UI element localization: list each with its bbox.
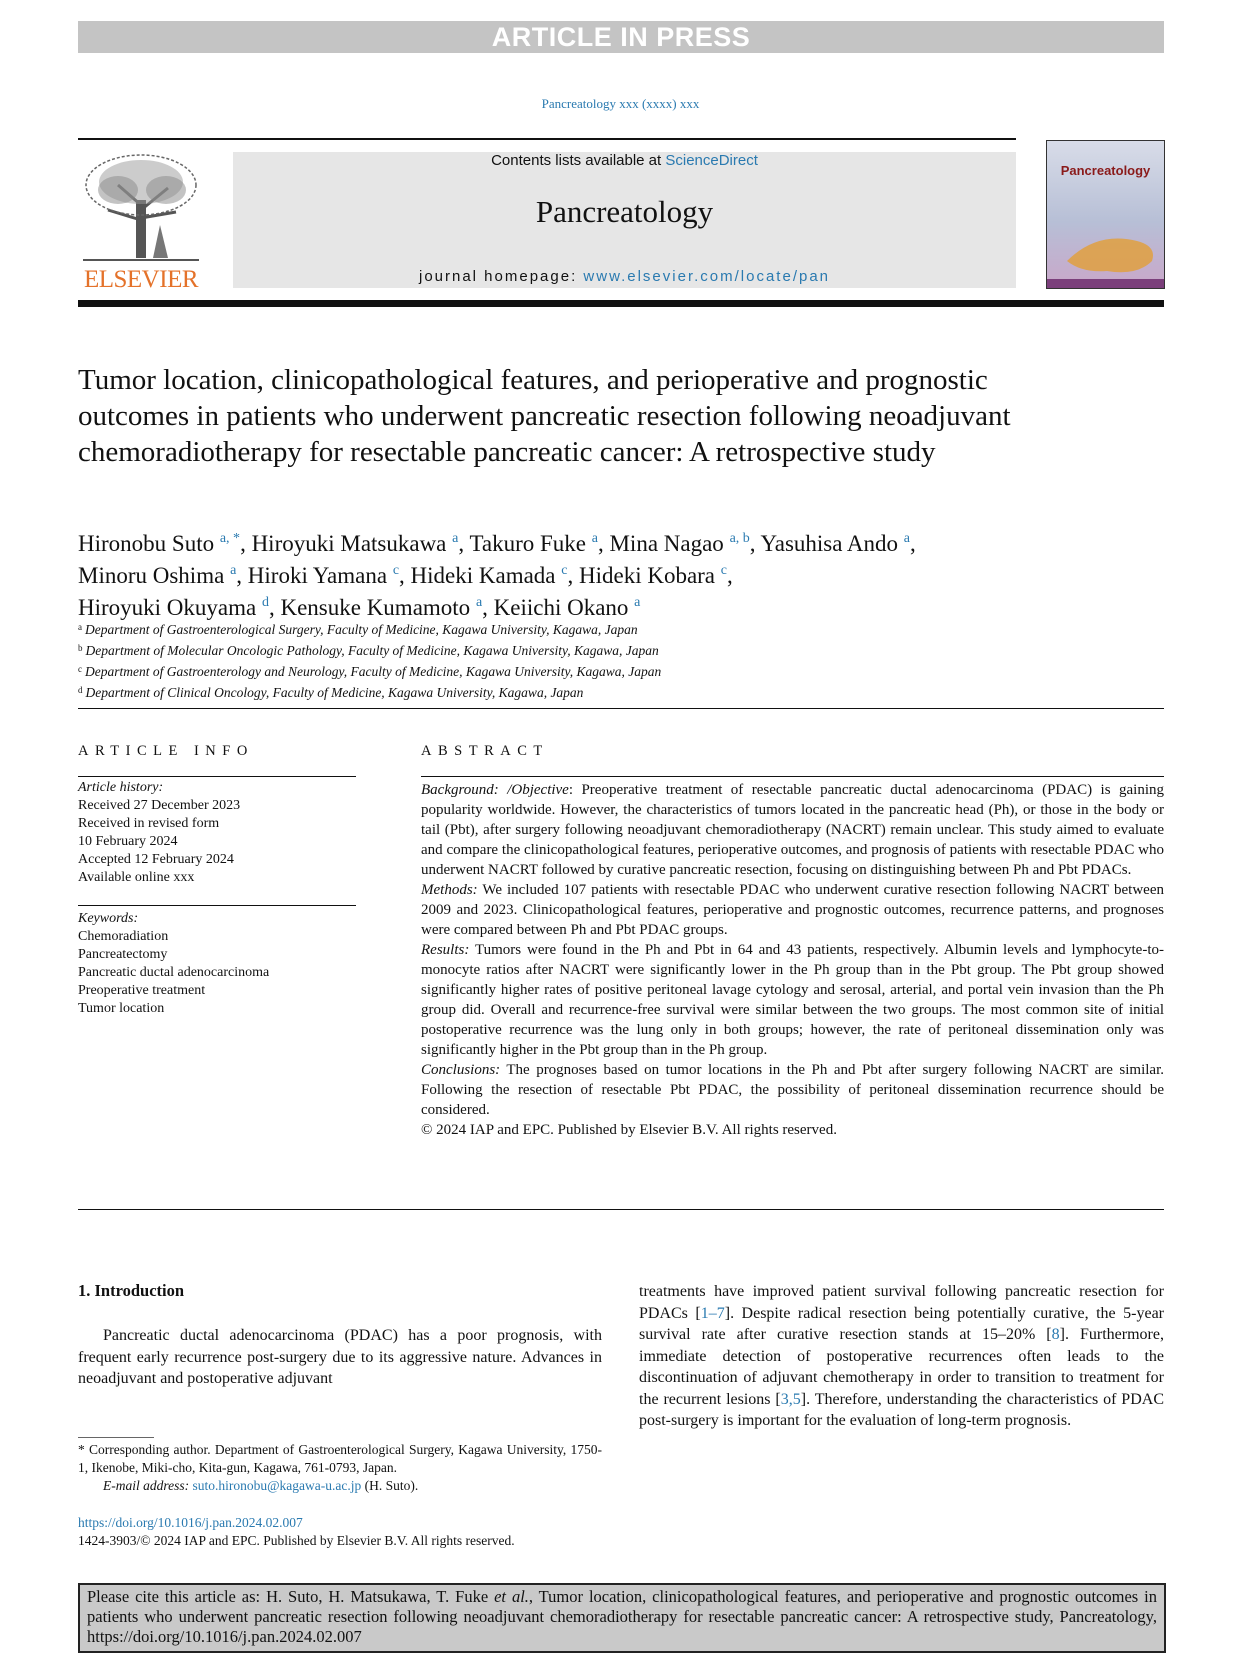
- affiliation-marker[interactable]: a: [230, 563, 237, 578]
- affiliation-marker[interactable]: a, *: [219, 531, 241, 546]
- abstract-body: [421, 780, 1164, 1140]
- abstract-background: [421, 780, 1164, 880]
- keyword: Pancreatic ductal adenocarcinoma: [78, 965, 270, 980]
- affiliation-list: [78, 618, 978, 702]
- journal-homepage-link[interactable]: www.elsevier.com/locate/pan: [583, 268, 831, 285]
- keywords-block: [78, 910, 356, 1018]
- abstract-heading: ABSTRACT: [421, 743, 549, 759]
- reference-link[interactable]: 3,5: [780, 1390, 801, 1408]
- results-text: Tumors were found in the Ph and Pbt in 64 and 43 patients, respectively. Albumin levels and lymphocyte-to-monocyte ratios after NACRT were significantly lower in the Ph group than in the Pbt group. The Pbt group showed significantly higher rates of positive peritoneal lavage cytology and serosal, arterial, and portal vein invasion than the Ph group did. Overall and recurrence-free survival were similar between the two groups. The most common site of initial postoperative recurrence was the lung only in both groups; however, the rate of peritoneal dissemination only was significantly higher in the Pbt group than in the Ph group.: [421, 942, 1164, 1058]
- author-name: Mina Nagao: [609, 531, 724, 556]
- history-line: Available online xxx: [78, 870, 195, 885]
- author-name: Hiroyuki Okuyama: [78, 595, 257, 620]
- abstract-methods: [421, 880, 1164, 940]
- journal-name: Pancreatology: [535, 194, 714, 229]
- history-label: Article history:: [78, 780, 164, 795]
- affiliation-marker[interactable]: a: [452, 531, 459, 546]
- affiliation-text: Department of Clinical Oncology, Faculty of Medicine, Kagawa University, Kagawa, Japan: [85, 685, 584, 700]
- corresponding-author-footnote: [78, 1441, 602, 1495]
- keyword: Tumor location: [78, 1001, 165, 1016]
- affiliation-marker[interactable]: c: [720, 563, 727, 578]
- keywords-rule: [78, 905, 356, 906]
- affiliation-marker[interactable]: a: [634, 595, 641, 610]
- affiliation-text: Department of Gastroenterological Surgery, Faculty of Medicine, Kagawa University, Kagawa, Japan: [85, 622, 638, 637]
- affiliation-text: Department of Molecular Oncologic Pathology, Faculty of Medicine, Kagawa University, Kagawa, Japan: [85, 643, 659, 658]
- history-line: 10 February 2024: [78, 834, 178, 849]
- doi-link[interactable]: https://doi.org/10.1016/j.pan.2024.02.007: [78, 1515, 303, 1530]
- author-name: Minoru Oshima: [78, 563, 225, 588]
- affiliation-marker[interactable]: a, b: [729, 531, 750, 546]
- abstract-bottom-rule: [78, 1209, 1164, 1210]
- keyword: Pancreatectomy: [78, 947, 168, 962]
- article-title: Tumor location, clinicopathological features, and perioperative and prognostic outcomes in patients who underwent pancreatic resection following neoadjuvant chemoradiotherapy for resectable pancreatic cancer: A retrospective study: [78, 364, 1011, 468]
- journal-cover-image: [1046, 140, 1165, 289]
- masthead-thick-rule: [78, 300, 1164, 307]
- keywords-label: Keywords:: [78, 911, 139, 926]
- email-line: [78, 1477, 602, 1495]
- author-name: Hideki Kamada: [410, 563, 556, 588]
- abstract-rule: [421, 776, 1164, 777]
- corresponding-text: * Corresponding author. Department of Gastroenterological Surgery, Kagawa University, 1750-1, Ikenobe, Miki-cho, Kita-gun, Kagawa, 761-0793, Japan.: [78, 1442, 602, 1475]
- conclusions-label: Conclusions:: [421, 1062, 501, 1078]
- affiliation-letter: c: [78, 664, 82, 674]
- affiliation-item: [78, 660, 978, 681]
- reference-link[interactable]: 1–7: [700, 1304, 725, 1322]
- affiliation-text: Department of Gastroenterology and Neurology, Faculty of Medicine, Kagawa University, Kagawa, Japan: [85, 664, 662, 679]
- citation-prefix: Please cite this article as: H. Suto, H. Matsukawa, T. Fuke: [87, 1587, 495, 1606]
- affiliation-marker[interactable]: a: [903, 531, 911, 546]
- reference-link[interactable]: 8: [1051, 1326, 1060, 1343]
- issn-copyright-line: 1424-3903/© 2024 IAP and EPC. Published by Elsevier B.V. All rights reserved.: [78, 1533, 515, 1548]
- introduction-heading: 1. Introduction: [78, 1281, 185, 1300]
- abstract-results: [421, 940, 1164, 1060]
- footnote-rule: [78, 1437, 154, 1438]
- affiliation-item: [78, 681, 978, 702]
- history-line: Received 27 December 2023: [78, 798, 241, 813]
- background-text: : Preoperative treatment of resectable pancreatic ductal adenocarcinoma (PDAC) is gaining popularity worldwide. However, the characteristics of tumors located in the pancreatic head (Ph), or those in the body or tail (Pbt), after surgery following neoadjuvant chemoradiotherapy (NACRT) remain unclear. This study aimed to evaluate and compare the clinicopathological features, perioperative outcomes, and prognosis of patients with resectable PDAC who underwent NACRT followed by curative pancreatic resection, focusing on distinguishing between Ph and Pbt PDACs.: [421, 782, 1164, 878]
- author-name: Hironobu Suto: [78, 531, 215, 556]
- section-rule: [78, 708, 1164, 709]
- author-name: Keiichi Okano: [493, 595, 629, 620]
- background-label: Background: /Objective: [421, 782, 569, 798]
- elsevier-logo-text: ELSEVIER: [83, 266, 199, 293]
- methods-label: Methods:: [421, 882, 478, 898]
- introduction-left-column: Pancreatic ductal adenocarcinoma (PDAC) has a poor prognosis, with frequent early recurrence post-surgery due to its aggressive nature. Advances in neoadjuvant and postoperative adjuvant: [78, 1327, 602, 1387]
- citation-rest: , Tumor location, clinicopathological features, and perioperative and prognostic outcomes in patients who underwent pancreatic resection following neoadjuvant chemoradiotherapy for resectable pancreatic cancer: A retrospective study, Pancreatology, https://doi.org/10.1016/j.pan.2024.02.007: [87, 1587, 1157, 1646]
- sciencedirect-link[interactable]: ScienceDirect: [665, 152, 758, 169]
- author-list: Hironobu Suto $^{a, *}$, Hiroyuki Matsukawa $^a$, Takuro Fuke $^a$, Mina Nagao $^{a, b}$, Yasuhisa Ando $^a$, Minoru Oshima $^a$, Hiroki Yamana $^c$, Hideki Kamada $^c$, Hideki Kobara $^c$, Hiroyuki Okuyama $^d$, Kensuke Kumamoto $^a$, Keiichi Okano $^a$: [78, 531, 916, 620]
- article-info-heading: ARTICLE INFO: [78, 743, 254, 759]
- author-name: Kensuke Kumamoto: [280, 595, 471, 620]
- citation-etal: et al.: [494, 1587, 529, 1606]
- author-name: Hiroki Yamana: [247, 563, 388, 588]
- affiliation-letter: b: [78, 643, 83, 653]
- intro-text: ]. Despite radical resection being potentially curative, the 5-year survival rate after curative resection stands at 15–20% [: [639, 1304, 1165, 1343]
- keyword: Chemoradiation: [78, 929, 169, 944]
- homepage-line: [233, 268, 1016, 285]
- author-name: Yasuhisa Ando: [760, 531, 899, 556]
- email-link[interactable]: suto.hironobu@kagawa-u.ac.jp: [192, 1478, 362, 1493]
- contents-prefix: Contents lists available at: [491, 152, 666, 169]
- affiliation-marker[interactable]: a: [591, 531, 598, 546]
- affiliation-item: [78, 618, 978, 639]
- email-suffix: (H. Suto).: [361, 1478, 419, 1493]
- history-line: Accepted 12 February 2024: [78, 852, 234, 867]
- header-rule: [78, 138, 1016, 140]
- intro-text: ]. Therefore, understanding the characteristics of PDAC post-surgery is important for the evaluation of long-term prognosis.: [639, 1390, 1164, 1429]
- journal-reference-link[interactable]: Pancreatology xxx (xxxx) xxx: [541, 96, 700, 111]
- intro-text: treatments have improved patient survival following pancreatic resection for PDACs [: [639, 1283, 1164, 1322]
- journal-masthead: [233, 152, 1016, 288]
- abstract-conclusions: [421, 1060, 1164, 1120]
- affiliation-marker[interactable]: c: [392, 563, 400, 578]
- affiliation-marker[interactable]: d: [261, 595, 269, 610]
- affiliation-letter: d: [78, 685, 83, 695]
- cover-title: Pancreatology: [1060, 163, 1151, 178]
- citation-box: [78, 1583, 1166, 1653]
- author-name: Hideki Kobara: [578, 563, 716, 588]
- article-info-rule: [78, 776, 356, 777]
- article-in-press-banner: ARTICLE IN PRESS: [78, 21, 1164, 53]
- affiliation-marker[interactable]: a: [475, 595, 483, 610]
- keyword: Preoperative treatment: [78, 983, 206, 998]
- contents-line: [233, 152, 1016, 169]
- author-name: Takuro Fuke: [469, 531, 587, 556]
- homepage-prefix: journal homepage:: [418, 268, 584, 285]
- author-name: Hiroyuki Matsukawa: [251, 531, 447, 556]
- affiliation-marker[interactable]: c: [561, 563, 568, 578]
- email-label: E-mail address:: [103, 1478, 193, 1493]
- history-line: Received in revised form: [78, 816, 220, 831]
- results-label: Results:: [421, 942, 470, 958]
- affiliation-item: [78, 639, 978, 660]
- methods-text: We included 107 patients with resectable PDAC who underwent curative resection following NACRT between 2009 and 2023. Clinicopathological features, perioperative and prognostic outcomes, recurrence patterns, and prognoses were compared between Ph and Pbt PDAC groups.: [421, 882, 1164, 938]
- affiliation-letter: a: [78, 622, 82, 632]
- conclusions-text: The prognoses based on tumor locations in the Ph and Pbt after surgery following NACRT are similar. Following the resection of resectable Pbt PDAC, the possibility of peritoneal dissemination recurrence should be considered.: [421, 1062, 1164, 1118]
- article-history: [78, 779, 356, 887]
- pancreas-illustration-icon: [1047, 201, 1164, 288]
- abstract-copyright: © 2024 IAP and EPC. Published by Elsevier B.V. All rights reserved.: [421, 1122, 837, 1138]
- intro-text: ]. Furthermore, immediate detection of postoperative recurrences often leads to the discontinuation of adjuvant chemotherapy in order to transition to treatment for the recurrent lesions [: [639, 1326, 1164, 1408]
- introduction-right-column: [639, 1281, 1164, 1432]
